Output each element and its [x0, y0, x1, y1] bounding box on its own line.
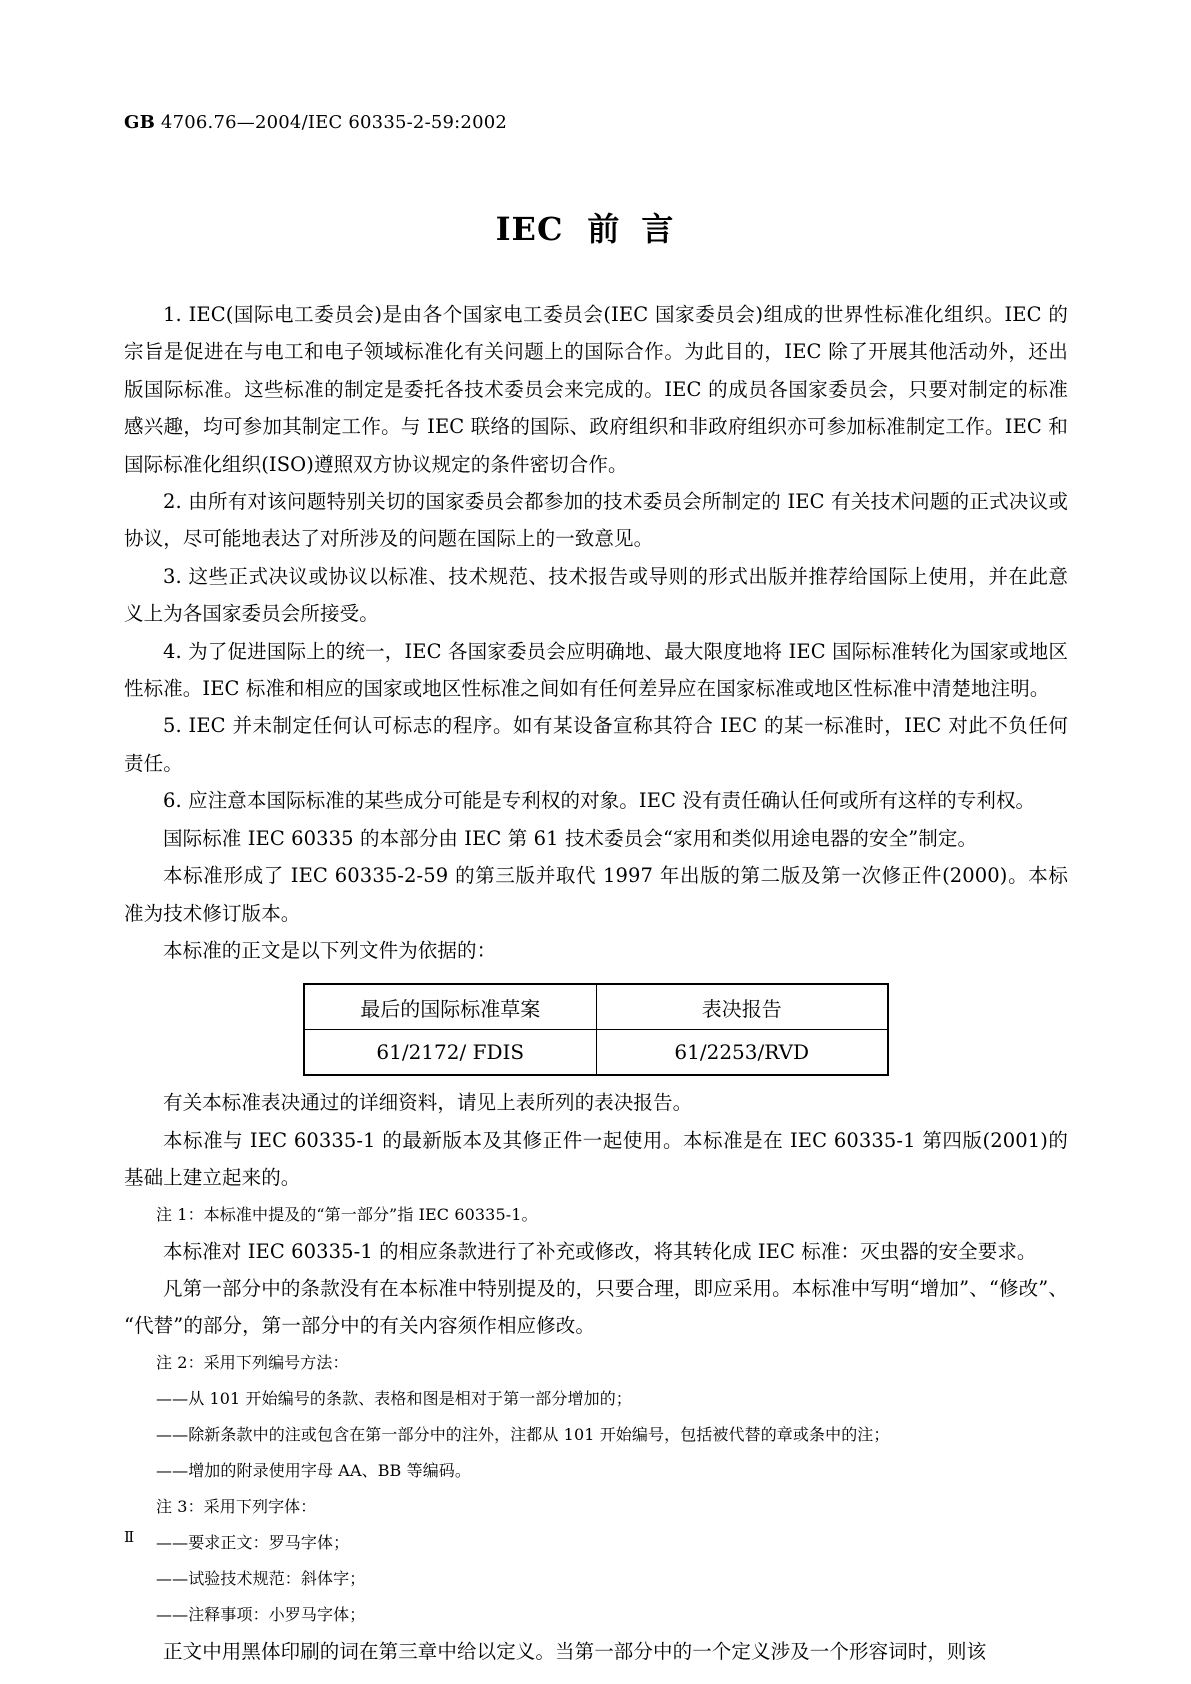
- paragraph-basis: 本标准的正文是以下列文件为依据的：: [163, 938, 497, 962]
- note-1: 注 1：本标准中提及的“第一部分”指 IEC 60335-1。: [156, 1204, 538, 1224]
- standard-number: 4706.76—2004/IEC 60335-2-59:2002: [155, 112, 508, 133]
- page-title: [0, 204, 1191, 250]
- note-2-item-3: ——增加的附录使用字母 AA、BB 等编码。: [156, 1460, 471, 1480]
- table-row: [304, 1030, 888, 1076]
- note-3-item-3: ——注释事项：小罗马字体；: [156, 1604, 366, 1624]
- standard-prefix: GB: [124, 112, 155, 133]
- paragraph-scope: 国际标准 IEC 60335 的本部分由 IEC 第 61 技术委员会“家用和类似用途电器的安全”制定。: [163, 826, 978, 850]
- note-2-item-2: ——除新条款中的注或包含在第一部分中的注外，注都从 101 开始编号，包括被代替的章或条中的注；: [156, 1424, 890, 1444]
- paragraph-bold-terms: 正文中用黑体印刷的词在第三章中给以定义。当第一部分中的一个定义涉及一个形容词时，则该: [163, 1639, 987, 1663]
- paragraph-3: 3. 这些正式决议或协议以标准、技术规范、技术报告或导则的形式出版并推荐给国际上使用，并在此意义上为各国家委员会所接受。: [124, 564, 1068, 626]
- table-header-draft: 最后的国际标准草案: [304, 984, 596, 1030]
- table-cell-report: 61/2253/RVD: [596, 1030, 888, 1076]
- reference-table-wrap: [124, 983, 1068, 1076]
- paragraph-2: 2. 由所有对该问题特别关切的国家委员会都参加的技术委员会所制定的 IEC 有关技术问题的正式决议或协议，尽可能地表达了对所涉及的问题在国际上的一致意见。: [124, 490, 1068, 551]
- paragraph-1: 1. IEC(国际电工委员会)是由各个国家电工委员会(IEC 国家委员会)组成的世界性标准化组织。IEC 的宗旨是促进在与电工和电子领域标准化有关问题上的国际合作。为此目的，IEC 除了开展其他活动外，还出版国际标准。这些标准的制定是委托各技术委员会来完成的。IEC 的成员各国家委员会，只要对制定的标准感兴趣，均可参加其制定工作。与 IEC 联络的国际、政府组织和非政府组织亦可参加标准制定工作。IEC 和国际标准化组织(ISO)遵照双方协议规定的条件密切合作。: [124, 303, 1068, 476]
- note-2-item-1: ——从 101 开始编号的条款、表格和图是相对于第一部分增加的；: [156, 1388, 632, 1408]
- note-3-item-2: ——试验技术规范：斜体字；: [156, 1568, 366, 1588]
- paragraph-clauses: 凡第一部分中的条款没有在本标准中特别提及的，只要合理，即应采用。本标准中写明“增加”、“修改”、“代替”的部分，第一部分中的有关内容须作相应修改。: [124, 1276, 1068, 1338]
- page-title-en: IEC: [495, 210, 564, 248]
- table-header-row: [304, 984, 888, 1030]
- paragraph-use-with: 本标准与 IEC 60335-1 的最新版本及其修正件一起使用。本标准是在 IEC 60335-1 第四版(2001)的基础上建立起来的。: [124, 1128, 1068, 1190]
- page-title-cn: 前言: [587, 210, 696, 248]
- table-header-report: 表决报告: [596, 984, 888, 1030]
- table-cell-draft: 61/2172/ FDIS: [304, 1030, 596, 1076]
- running-header: [124, 112, 507, 133]
- reference-table: [303, 983, 889, 1076]
- note-3-label: 注 3：采用下列字体：: [156, 1496, 317, 1516]
- paragraph-amend: 本标准对 IEC 60335-1 的相应条款进行了补充或修改，将其转化成 IEC 标准：灭虫器的安全要求。: [163, 1239, 1037, 1263]
- paragraph-edition: 本标准形成了 IEC 60335-2-59 的第三版并取代 1997 年出版的第二版及第一次修正件(2000)。本标准为技术修订版本。: [124, 864, 1068, 925]
- page-number: Ⅱ: [124, 1528, 135, 1546]
- note-2-label: 注 2：采用下列编号方法：: [156, 1352, 349, 1372]
- paragraph-6: 6. 应注意本国际标准的某些成分可能是专利权的对象。IEC 没有责任确认任何或所有这样的专利权。: [163, 789, 1036, 813]
- note-3-item-1: ——要求正文：罗马字体；: [156, 1532, 350, 1552]
- paragraph-4: 4. 为了促进国际上的统一，IEC 各国家委员会应明确地、最大限度地将 IEC 国际标准转化为国家或地区性标准。IEC 标准和相应的国家或地区性标准之间如有任何差异应在国家标准或地区性标准中清楚地注明。: [124, 639, 1068, 701]
- paragraph-vote-info: 有关本标准表决通过的详细资料，请见上表所列的表决报告。: [163, 1091, 693, 1115]
- document-body: [124, 296, 1068, 1670]
- paragraph-5: 5. IEC 并未制定任何认可标志的程序。如有某设备宣称其符合 IEC 的某一标准时，IEC 对此不负任何责任。: [124, 714, 1068, 775]
